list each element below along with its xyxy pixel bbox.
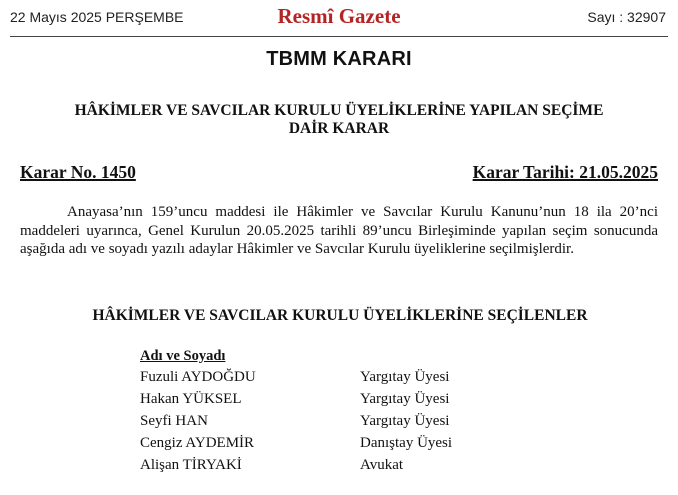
document-title bbox=[0, 102, 678, 138]
elected-members-list bbox=[140, 347, 480, 476]
section-heading: HÂKİMLER VE SAVCILAR KURULU ÜYELİKLERİNE SEÇİLENLER bbox=[92, 307, 588, 324]
issue-number: Sayı : 32907 bbox=[587, 9, 666, 25]
list-item bbox=[140, 366, 480, 388]
member-office: Yargıtay Üyesi bbox=[360, 413, 450, 429]
decision-body: Anayasa’nın 159’uncu maddesi ile Hâkimler ve Savcılar Kurulu Kanunu’nun 18 ila 20’nci maddeleri uyarınca, Genel Kurulun 20.05.2025 tarihli 89’uncu Birleşiminde yapılan seçim sonucunda aşağıda adı ve soyadı yazılı adaylar Hâkimler ve Savcılar Kurulu üyeliklerine seçilmişlerdir. bbox=[20, 204, 658, 257]
member-office: Yargıtay Üyesi bbox=[360, 391, 450, 407]
decision-number: Karar No. 1450 bbox=[20, 162, 136, 182]
member-name: Hakan YÜKSEL bbox=[140, 391, 242, 407]
member-name: Cengiz AYDEMİR bbox=[140, 435, 255, 451]
member-name: Seyfi HAN bbox=[140, 413, 208, 429]
list-item bbox=[140, 432, 480, 454]
gazette-header bbox=[10, 0, 668, 37]
decision-meta bbox=[20, 162, 658, 184]
document-title-line-1: HÂKİMLER VE SAVCILAR KURULU ÜYELİKLERİNE YAPILAN SEÇİME bbox=[74, 102, 604, 119]
gazette-title: Resmî Gazete bbox=[277, 4, 401, 28]
list-item bbox=[140, 454, 480, 476]
list-item bbox=[140, 410, 480, 432]
member-name: Alişan TİRYAKİ bbox=[140, 457, 242, 473]
member-office: Yargıtay Üyesi bbox=[360, 369, 450, 385]
document-type: TBMM KARARI bbox=[266, 48, 412, 70]
list-item bbox=[140, 388, 480, 410]
member-office: Danıştay Üyesi bbox=[360, 435, 453, 451]
list-column-header: Adı ve Soyadı bbox=[140, 348, 226, 364]
issue-date: 22 Mayıs 2025 PERŞEMBE bbox=[10, 9, 184, 25]
member-name: Fuzuli AYDOĞDU bbox=[140, 369, 256, 385]
document-title-line-2: DAİR KARAR bbox=[288, 120, 390, 137]
member-office: Avukat bbox=[360, 457, 404, 473]
decision-date: Karar Tarihi: 21.05.2025 bbox=[472, 162, 658, 182]
